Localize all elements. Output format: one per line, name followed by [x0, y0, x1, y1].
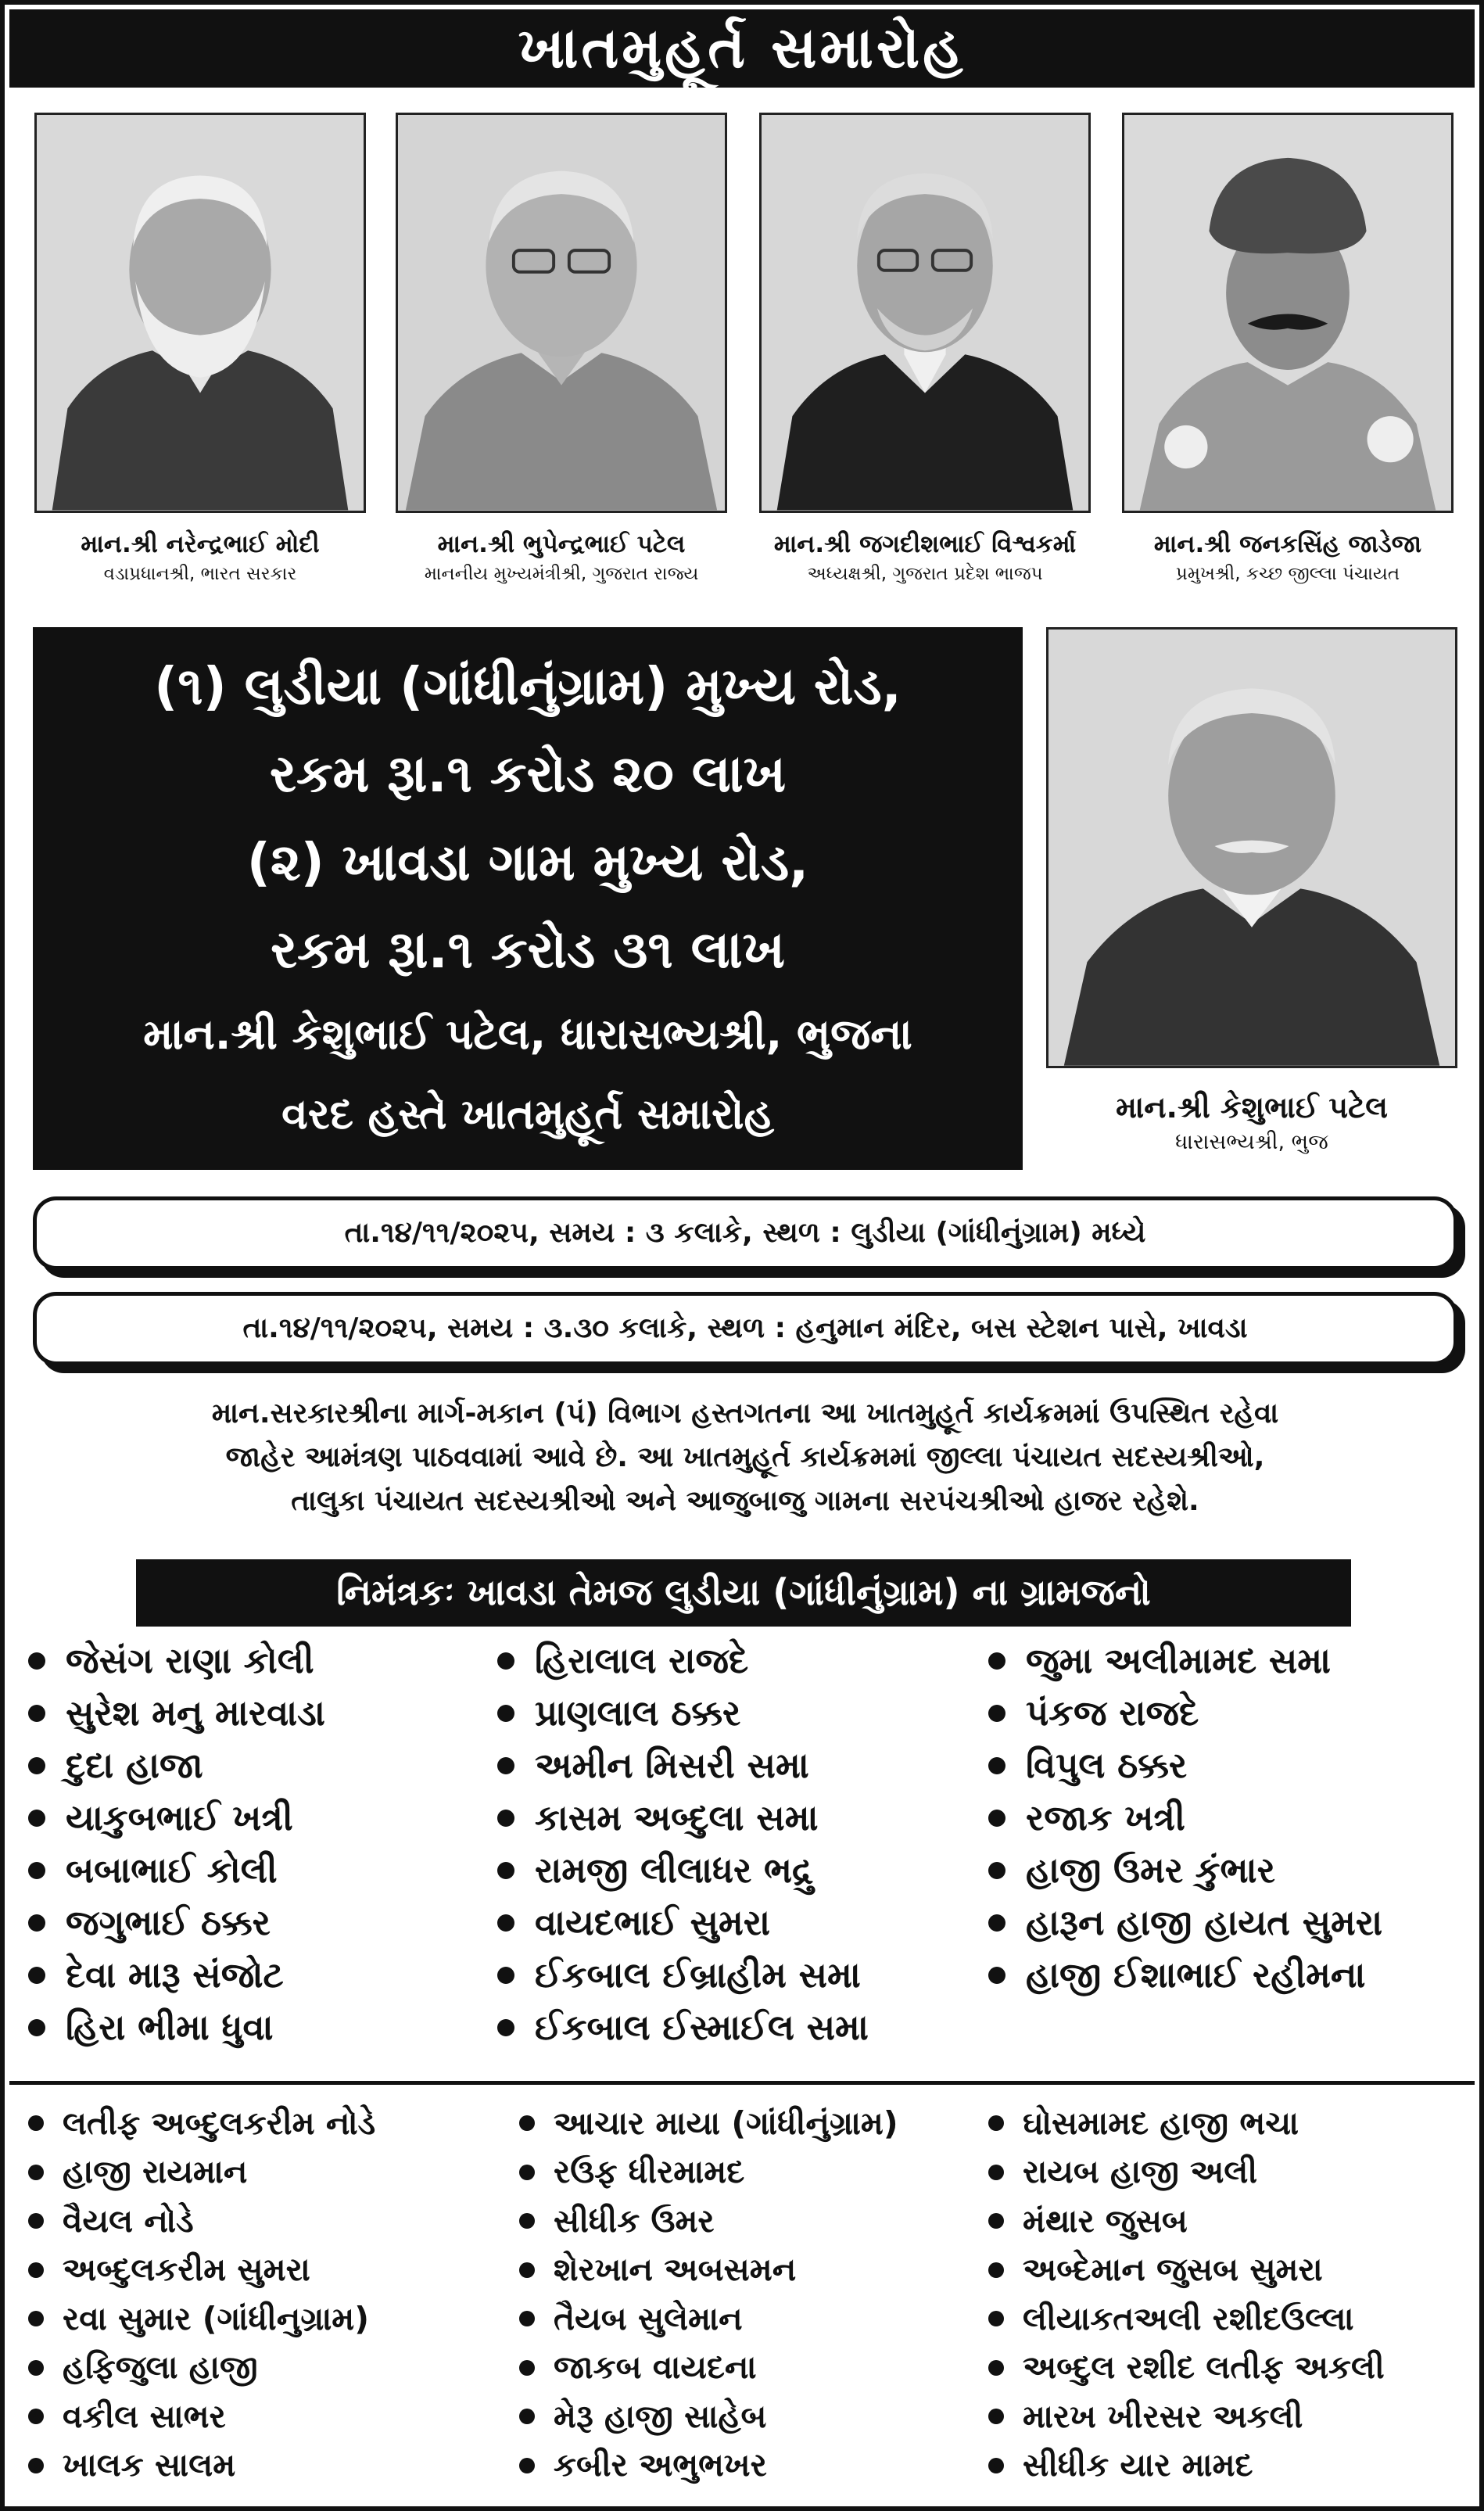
bullet-icon	[28, 2409, 44, 2424]
host-name: અબ્દેમાન જુસબ સુમરા	[1023, 2251, 1323, 2289]
list-item	[988, 2392, 1467, 2441]
host-name: મેરૂ હાજી સાહેબ	[554, 2397, 767, 2435]
leader-title: પ્રમુખશ્રી, કચ્છ જીલ્લા પંચાયત	[1175, 564, 1400, 584]
bullet-icon	[988, 2115, 1004, 2131]
list-item	[28, 1634, 497, 1687]
bullet-icon	[497, 1757, 514, 1774]
host-name: હાજી ઈશાભાઈ રહીમના	[1026, 1953, 1366, 1996]
bullet-icon	[28, 1914, 45, 1932]
names-column	[28, 2099, 519, 2490]
bullet-icon	[497, 1652, 514, 1670]
list-item	[497, 1792, 988, 1844]
list-item	[28, 2441, 519, 2491]
bullet-icon	[28, 1652, 45, 1670]
bullet-icon	[988, 2165, 1004, 2180]
host-name: વૈયલ નોડે	[63, 2201, 194, 2240]
list-item	[519, 2344, 988, 2393]
list-item	[988, 1949, 1467, 2001]
project-2-title: (૨) ખાવડા ગામ મુખ્ય રોડ,	[246, 831, 809, 892]
leader-photo	[34, 113, 366, 513]
bullet-icon	[988, 1705, 1005, 1722]
list-item	[28, 1896, 497, 1949]
bullet-icon	[988, 2360, 1004, 2376]
bullet-icon	[497, 1810, 514, 1827]
leader-photo	[396, 113, 727, 513]
bullet-icon	[497, 2019, 514, 2036]
bullet-icon	[519, 2165, 535, 2180]
bullet-icon	[28, 2213, 44, 2229]
bullet-icon	[988, 2311, 1004, 2326]
host-name: હાજી ઉમર કુંભાર	[1026, 1849, 1275, 1891]
bullet-icon	[28, 1862, 45, 1879]
schedule-text: તા.૧૪/૧૧/૨૦૨૫, સમય : ૩.૩૦ કલાકે, સ્થળ : હનુમાન મંદિર, બસ સ્ટેશન પાસે, ખાવડા	[242, 1312, 1248, 1344]
host-name: બબાભાઈ કોલી	[66, 1849, 278, 1891]
project-1-title: (૧) લુડીયા (ગાંધીનુંગ્રામ) મુખ્ય રોડ,	[154, 655, 902, 716]
project-2-amount: રકમ રૂા.૧ કરોડ ૩૧ લાખ	[271, 920, 785, 981]
bullet-icon	[988, 1757, 1005, 1774]
bullet-icon	[28, 2165, 44, 2180]
list-item	[519, 2148, 988, 2197]
bullet-icon	[497, 1967, 514, 1984]
bullet-icon	[497, 1914, 514, 1932]
host-name: વકીલ સાભર	[63, 2397, 226, 2435]
bullet-icon	[28, 2115, 44, 2131]
schedule-text: તા.૧૪/૧૧/૨૦૨૫, સમય : ૩ કલાકે, સ્થળ : લુડીયા (ગાંધીનુંગ્રામ) મધ્યે	[344, 1217, 1146, 1249]
bullet-icon	[28, 2262, 44, 2278]
host-name: ઈકબાલ ઈસ્માઈલ સમા	[535, 2006, 869, 2048]
list-item	[497, 1949, 988, 2001]
schedule-khavda	[33, 1292, 1457, 1365]
host-name: રાયબ હાજી અલી	[1023, 2153, 1258, 2191]
list-item	[28, 1949, 497, 2001]
bullet-icon	[28, 1810, 45, 1827]
list-item	[988, 2197, 1467, 2246]
host-name: દેવા મારૂ સંજોટ	[66, 1953, 284, 1996]
bullet-icon	[519, 2311, 535, 2326]
bullet-icon	[28, 2311, 44, 2326]
chief-guest-line: માન.શ્રી કેશુભાઈ પટેલ, ધારાસભ્યશ્રી, ભુજના	[143, 1009, 912, 1059]
bullet-icon	[988, 1914, 1005, 1932]
chief-guest-card	[1046, 627, 1457, 1155]
bullet-icon	[988, 1967, 1005, 1984]
leader-card-4	[1120, 113, 1456, 584]
notice-line: માન.સરકારશ્રીના માર્ગ-મકાન (પં) વિભાગ હસ્તગતના આ ખાતમુહૂર્ત કાર્યક્રમમાં ઉપસ્થિત રહેવા	[211, 1397, 1279, 1429]
host-name: જુમા અલીમામદ સમા	[1026, 1639, 1332, 1681]
list-item	[988, 1634, 1467, 1687]
list-item	[519, 2294, 988, 2344]
leader-name: માન.શ્રી જનકસિંહ જાડેજા	[1153, 530, 1422, 558]
bullet-icon	[497, 1862, 514, 1879]
list-item	[28, 2344, 519, 2393]
list-item	[519, 2246, 988, 2295]
bullet-icon	[988, 1652, 1005, 1670]
host-name: દુદા હાજા	[66, 1744, 203, 1786]
list-item	[28, 2099, 519, 2148]
list-item	[988, 2099, 1467, 2148]
project-details-box	[33, 627, 1023, 1170]
leader-photo	[759, 113, 1091, 513]
list-item	[28, 1844, 497, 1896]
divider	[9, 2081, 1475, 2085]
list-item	[28, 2148, 519, 2197]
list-item	[497, 2001, 988, 2054]
leader-title: માનનીય મુખ્યમંત્રીશ્રી, ગુજરાત રાજ્ય	[424, 564, 699, 584]
host-name: સુરેશ મનુ મારવાડા	[66, 1691, 325, 1734]
list-item	[988, 2294, 1467, 2344]
bullet-icon	[28, 2019, 45, 2036]
bullet-icon	[28, 1967, 45, 1984]
invitation-notice	[33, 1392, 1457, 1523]
bullet-icon	[519, 2360, 535, 2376]
bullet-icon	[988, 1862, 1005, 1879]
person-portrait-icon	[1124, 115, 1451, 511]
host-name: સીધીક ઉમર	[554, 2201, 715, 2240]
host-name: કાસમ અબ્દુલા સમા	[535, 1796, 819, 1838]
list-item	[519, 2392, 988, 2441]
host-name: જગુભાઈ ઠક્કર	[66, 1901, 271, 1943]
person-portrait-icon	[1048, 630, 1455, 1066]
leader-card-3	[757, 113, 1093, 584]
host-name: હારૂન હાજી હાયત સુમરા	[1026, 1901, 1383, 1943]
host-names-group-2	[28, 2099, 1467, 2490]
host-name: પ્રાણલાલ ઠક્કર	[535, 1691, 741, 1734]
event-title-banner	[9, 9, 1475, 88]
host-name: સીધીક યાર મામદ	[1023, 2446, 1253, 2484]
hosts-heading	[136, 1559, 1351, 1627]
leader-card-1	[32, 113, 368, 584]
host-name: હફિજુલા હાજી	[63, 2348, 258, 2387]
host-name: કબીર અભુભખર	[554, 2446, 767, 2484]
host-name: હાજી રાયમાન	[63, 2153, 248, 2191]
list-item	[28, 2294, 519, 2344]
bullet-icon	[519, 2458, 535, 2473]
bullet-icon	[497, 1705, 514, 1722]
bullet-icon	[988, 2213, 1004, 2229]
host-name: વિપુલ ઠક્કર	[1026, 1744, 1188, 1786]
list-item	[519, 2197, 988, 2246]
host-name: રજાક ખત્રી	[1026, 1796, 1185, 1838]
names-column	[497, 1634, 988, 2054]
leader-title: અધ્યક્ષશ્રી, ગુજરાત પ્રદેશ ભાજપ	[807, 564, 1043, 584]
leader-card-2	[393, 113, 729, 584]
host-name: જાકબ વાયદના	[554, 2348, 757, 2387]
host-name: અબ્દુલકરીમ સુમરા	[63, 2251, 310, 2289]
leader-name: માન.શ્રી જગદીશભાઈ વિશ્વકર્મા	[773, 530, 1077, 558]
host-name: જેસંગ રાણા કોલી	[66, 1639, 314, 1681]
host-name: ખાલક સાલમ	[63, 2446, 236, 2484]
host-names-group-1	[28, 1634, 1467, 2054]
host-name: રવા સુમાર (ગાંધીનુગ્રામ)	[63, 2299, 369, 2337]
notice-line: જાહેર આમંત્રણ પાઠવવામાં આવે છે. આ ખાતમુહૂર્ત કાર્યક્રમમાં જીલ્લા પંચાયત સદસ્યશ્રીઓ,	[225, 1440, 1265, 1473]
person-portrait-icon	[762, 115, 1088, 511]
list-item	[988, 2148, 1467, 2197]
guest-name: માન.શ્રી કેશુભાઈ પટેલ	[1116, 1090, 1388, 1125]
list-item	[988, 1739, 1467, 1792]
person-portrait-icon	[398, 115, 725, 511]
list-item	[497, 1844, 988, 1896]
list-item	[519, 2099, 988, 2148]
list-item	[988, 2344, 1467, 2393]
host-name: ઈકબાલ ઈબ્રાહીમ સમા	[535, 1953, 861, 1996]
bullet-icon	[988, 2262, 1004, 2278]
host-name: આચાર માયા (ગાંધીનુંગ્રામ)	[554, 2104, 898, 2142]
host-name: લતીફ અબ્દુલકરીમ નોડે	[63, 2104, 376, 2142]
bullet-icon	[519, 2262, 535, 2278]
bullet-icon	[519, 2115, 535, 2131]
bullet-icon	[988, 2458, 1004, 2473]
names-column	[988, 2099, 1467, 2490]
names-column	[988, 1634, 1467, 2054]
list-item	[28, 2001, 497, 2054]
event-title: ખાતમુહૂર્ત સમારોહ	[518, 15, 966, 81]
schedule-ludiya	[33, 1196, 1457, 1270]
bullet-icon	[519, 2409, 535, 2424]
list-item	[988, 1844, 1467, 1896]
host-name: હિરા ભીમા ધુવા	[66, 2006, 274, 2048]
list-item	[988, 2246, 1467, 2295]
bullet-icon	[28, 1705, 45, 1722]
host-name: અબ્દુલ રશીદ લતીફ અકલી	[1023, 2348, 1385, 2387]
list-item	[497, 1687, 988, 1739]
host-name: લીયાકતઅલી રશીદઉલ્લા	[1023, 2299, 1354, 2337]
hosts-heading-text: નિમંત્રકઃ ખાવડા તેમજ લુડીયા (ગાંધીનુંગ્રામ) ના ગ્રામજનો	[336, 1571, 1151, 1613]
list-item	[28, 2197, 519, 2246]
host-name: ઘોસમામદ હાજી ભચા	[1023, 2104, 1299, 2142]
bullet-icon	[988, 1810, 1005, 1827]
host-name: પંકજ રાજદે	[1026, 1691, 1199, 1734]
ceremony-line: વરદ હસ્તે ખાતમુહૂર્ત સમારોહ	[281, 1089, 774, 1139]
host-name: વાયદભાઈ સુમરા	[535, 1901, 771, 1943]
names-column	[519, 2099, 988, 2490]
leader-title: વડાપ્રધાનશ્રી, ભારત સરકાર	[103, 564, 297, 584]
list-item	[988, 2441, 1467, 2491]
host-name: અમીન મિસરી સમા	[535, 1744, 809, 1786]
host-name: હિરાલાલ રાજદે	[535, 1639, 749, 1681]
bullet-icon	[28, 2458, 44, 2473]
list-item	[28, 1792, 497, 1844]
list-item	[519, 2441, 988, 2491]
project-1-amount: રકમ રૂા.૧ કરોડ ૨૦ લાખ	[269, 744, 787, 805]
host-name: મારખ ખીરસર અકલી	[1023, 2397, 1303, 2435]
person-portrait-icon	[37, 115, 364, 511]
names-column	[28, 1634, 497, 2054]
notice-line: તાલુકા પંચાયત સદસ્યશ્રીઓ અને આજુબાજુ ગામના સરપંચશ્રીઓ હાજર રહેશે.	[291, 1484, 1199, 1517]
host-name: રામજી લીલાધર ભદ્રુ	[535, 1849, 813, 1891]
host-name: મંથાર જુસબ	[1023, 2201, 1188, 2240]
list-item	[28, 1687, 497, 1739]
host-name: યાકુબભાઈ ખત્રી	[66, 1796, 293, 1838]
host-name: તૈયબ સુલેમાન	[554, 2299, 743, 2337]
host-name: શેરખાન અબસમન	[554, 2251, 797, 2289]
list-item	[988, 1896, 1467, 1949]
leader-name: માન.શ્રી નરેન્દ્રભાઈ મોદી	[81, 530, 320, 558]
leader-photo	[1122, 113, 1454, 513]
list-item	[497, 1739, 988, 1792]
list-item	[497, 1896, 988, 1949]
list-item	[988, 1687, 1467, 1739]
guest-photo	[1046, 627, 1457, 1068]
bullet-icon	[988, 2409, 1004, 2424]
list-item	[988, 1792, 1467, 1844]
bullet-icon	[519, 2213, 535, 2229]
bullet-icon	[28, 2360, 44, 2376]
leader-name: માન.શ્રી ભુપેન્દ્રભાઈ પટેલ	[437, 530, 686, 558]
list-item	[28, 1739, 497, 1792]
list-item	[497, 1634, 988, 1687]
list-item	[28, 2392, 519, 2441]
guest-title: ધારાસભ્યશ્રી, ભુજ	[1175, 1130, 1328, 1154]
list-item	[28, 2246, 519, 2295]
bullet-icon	[28, 1757, 45, 1774]
host-name: રઉફ ધીરમામદ	[554, 2153, 745, 2191]
